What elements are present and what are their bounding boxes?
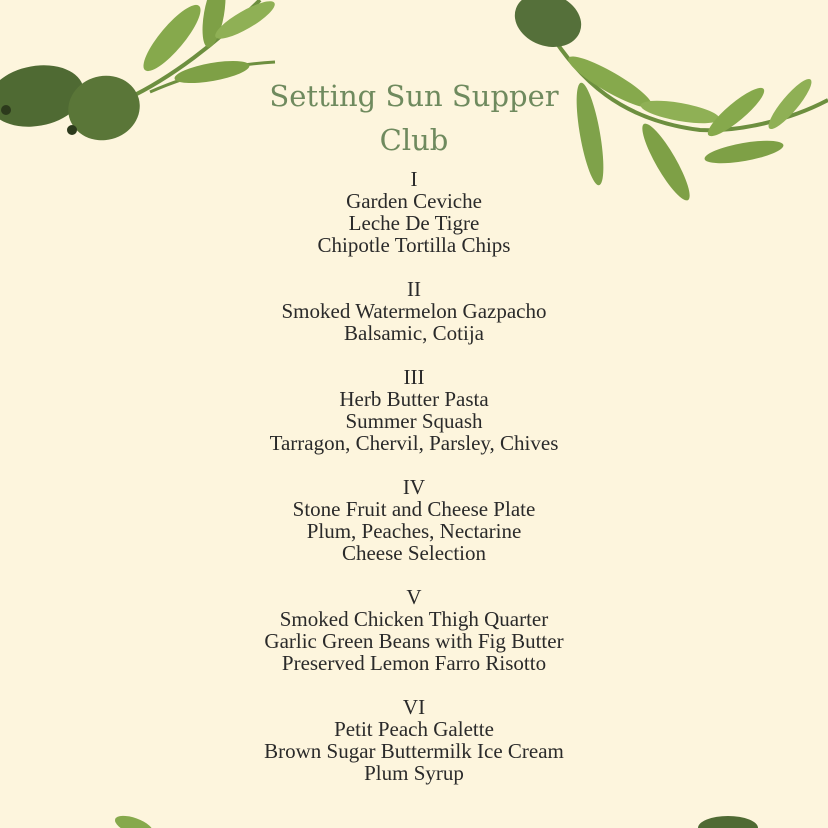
course-4 <box>114 476 714 564</box>
course-numeral: VI <box>402 695 426 719</box>
course-numeral: V <box>406 585 422 609</box>
course-numeral: II <box>407 277 421 301</box>
dish-item: Petit Peach Galette <box>334 717 494 741</box>
course-2 <box>114 278 714 344</box>
course-numeral: III <box>403 365 425 389</box>
dish-item: Smoked Watermelon Gazpacho <box>281 299 547 323</box>
dish-item: Garlic Green Beans with Fig Butter <box>264 629 564 653</box>
menu-title-line-2: Club <box>379 123 449 157</box>
dish-item: Cheese Selection <box>341 541 487 565</box>
dish-item: Brown Sugar Buttermilk Ice Cream <box>264 739 564 763</box>
dish-item: Chipotle Tortilla Chips <box>317 233 511 257</box>
course-5 <box>114 586 714 674</box>
menu-title-line-1: Setting Sun Supper <box>269 79 559 113</box>
olive-branch-bottom-icon <box>112 812 758 828</box>
course-list <box>114 168 714 806</box>
dish-item: Plum Syrup <box>364 761 464 785</box>
dish-item: Leche De Tigre <box>348 211 480 235</box>
dish-item: Tarragon, Chervil, Parsley, Chives <box>269 431 559 455</box>
course-numeral: I <box>410 167 418 191</box>
course-3 <box>114 366 714 454</box>
dish-item: Smoked Chicken Thigh Quarter <box>279 607 549 631</box>
course-1 <box>114 168 714 256</box>
dish-item: Garden Ceviche <box>346 189 482 213</box>
menu-title <box>214 74 614 162</box>
dish-item: Stone Fruit and Cheese Plate <box>292 497 536 521</box>
dish-item: Balsamic, Cotija <box>344 321 484 345</box>
dish-item: Plum, Peaches, Nectarine <box>306 519 522 543</box>
dish-item: Summer Squash <box>345 409 483 433</box>
course-6 <box>114 696 714 784</box>
course-numeral: IV <box>402 475 426 499</box>
dish-item: Herb Butter Pasta <box>339 387 489 411</box>
dish-item: Preserved Lemon Farro Risotto <box>281 651 547 675</box>
